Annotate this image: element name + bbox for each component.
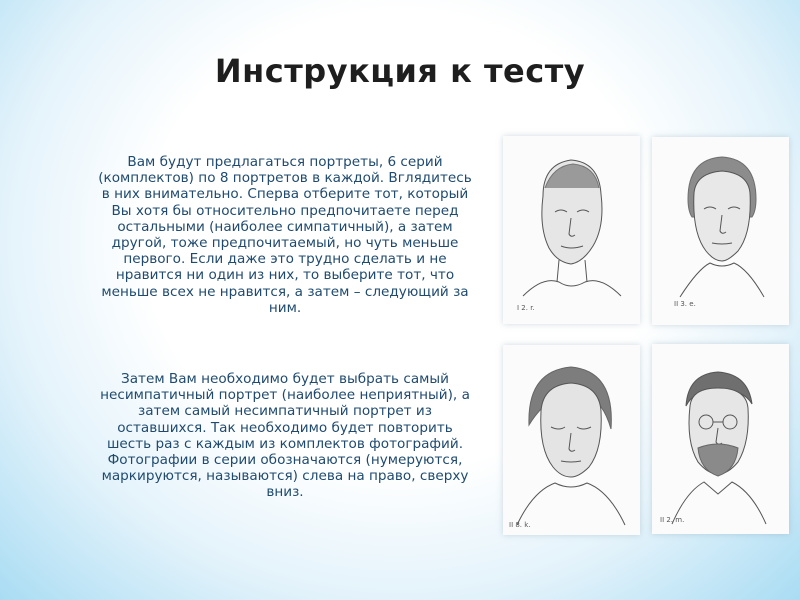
portrait-short-hair-icon	[652, 137, 789, 325]
portrait-card-1	[503, 136, 640, 324]
portrait-card-4	[652, 344, 789, 534]
instruction-paragraph-1: Вам будут предлагаться портреты, 6 серий (комплектов) по 8 портретов в каждой. Вглядитесь в них внимательно. Сперва отберите тот, который Вы хотя бы относительно предпочитаете перед остальными (наиболее симпатичный), а затем другой, тоже предпочитаемый, но чуть меньше первого. Если даже это трудно сделать и не нравится ни один из них, то выберите тот, что меньше всех не нравится, а затем – следующий за ним.	[98, 154, 472, 316]
instruction-paragraph-2: Затем Вам необходимо будет выбрать самый несимпатичный портрет (наиболее неприятный), а затем самый несимпатичный портрет из оставшихся. Так необходимо будет повторить шесть раз с каждым из комплектов фотографий. Фотографии в серии обозначаются (нумеруются, маркируются, называются) слева на право, сверху вниз.	[100, 371, 470, 501]
portrait-caption-3: II 8. k.	[509, 521, 531, 529]
portrait-caption-1: I 2. r.	[517, 304, 535, 312]
page-title: Инструкция к тесту	[214, 52, 586, 90]
portrait-bald-man-icon	[503, 136, 640, 324]
portrait-card-3	[503, 345, 640, 535]
portrait-man-glasses-beard-icon	[652, 344, 789, 534]
portrait-caption-2: II 3. e.	[674, 300, 696, 308]
portrait-card-2	[652, 137, 789, 325]
portrait-woman-closed-eyes-icon	[503, 345, 640, 535]
portrait-caption-4: II 2. m.	[660, 516, 685, 524]
